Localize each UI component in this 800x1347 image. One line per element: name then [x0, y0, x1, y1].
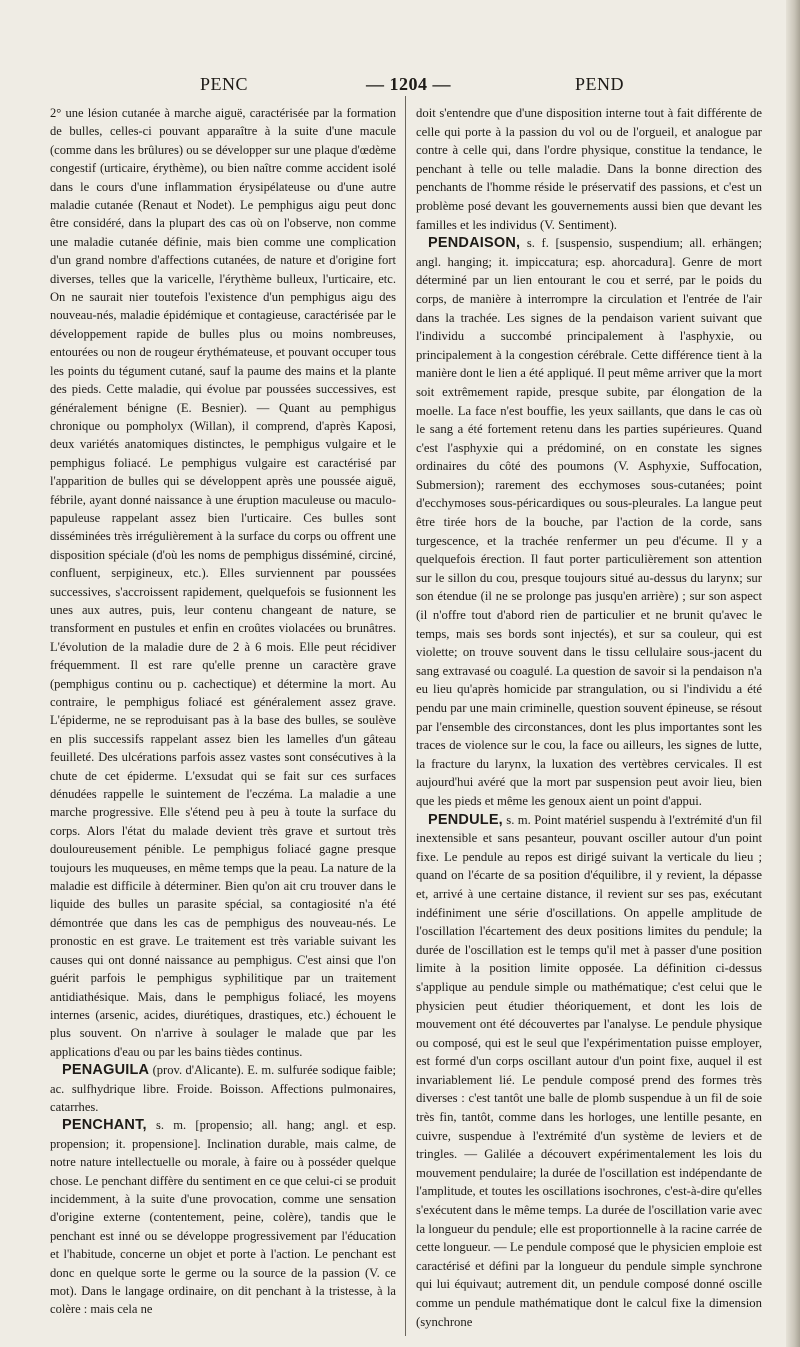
definition-penaguila: (prov. d'Alicante). E. m. sulfurée sodique faible; ac. sulfhydrique libre. Froide. Boisson. Affections pulmonaires, catarrhes.: [50, 1063, 396, 1114]
headword-penchant: PENCHANT,: [62, 1117, 147, 1134]
entry-pendule: [416, 811, 762, 1332]
running-head-left: PENC: [200, 74, 249, 94]
definition-pendaison: s. f. [suspensio, suspendium; all. erhängen; angl. hanging; it. impiccatura; esp. ahorcadura]. Genre de mort déterminé par un lien entourant le cou et serré, par le poids du corps, de manière à interrompre la circulation et l'entrée de l'air dans la trachée. Les signes de la pendaison varient suivant que l'individu a succombé principalement à l'asphyxie, ou principalement à la congestion cérébrale. Cette différence tient à la manière dont le lien a été appliqué. Il peut même arriver que la mort soit extrêmement rapide, presque subite, par élongation de la moelle. La face n'est bouffie, les yeux saillants, que dans le cas où le sang a été fortement retenu dans les parties supérieures. Quand c'est l'asphyxie qui a prédominé, on en constate les signes ordinaires du côté des poumons (V. Asphyxie, Suffocation, Submersion); rarement des ecchymoses sous-cutanées; point d'ecchymoses sous-péricardiques ou sous-pleurales. La langue peut être tirée hors de la bouche, par l'action de la corde, sans turgescence, et la trachée renfermer un peu d'écume. Il y a quelquefois érection. Il faut porter particulièrement son attention sur le sillon du cou, presque toujours situé au-dessus du larynx; sur son étendue (il ne se prolonge pas jusqu'en arrière) ; sur son aspect (il n'offre tout d'abord rien de particulier et ne brunit qu'avec le temps, mais ses bords sont injectés), et sur sa couleur, qui est violette; on trouve souvent dans le tissu cellulaire sous-jacent du sang extravasé ou coagulé. La question de savoir si la pendaison n'a eu lieu qu'après homicide par strangulation, ou si l'individu a été pendu par une main criminelle, question souvent épineuse, se résout par l'ensemble des circonstances, dont les plus importantes sont les traces de violence sur le cou, la face ou ailleurs, les signes de lutte, la fracture du larynx, la luxation des vertèbres cervicales. Il est aujourd'hui avéré que la mort par suspension peut avoir lieu, bien que les pieds et même les genoux aient un point d'appui.: [416, 236, 762, 808]
column-divider: [405, 96, 406, 1336]
headword-penaguila: PENAGUILA: [62, 1062, 150, 1079]
headword-pendaison: PENDAISON,: [428, 235, 521, 252]
running-head-right: PEND: [575, 74, 625, 94]
penchant-continuation: doit s'entendre que d'une disposition interne tout à fait différente de celle qui porte à la passion du vol ou de l'orgueil, et analogue par contre à celle qui, dans l'ordre physique, constitue la tendance, le penchant à telle ou telle maladie. Dans la bonne direction des penchants de l'homme réside le préservatif des passions, et c'est un problème posé devant les gouvernements aussi bien que devant les familles et les individus (V. Sentiment).: [416, 106, 762, 232]
entry-pendaison: [416, 234, 762, 810]
definition-penchant: s. m. [propensio; all. hang; angl. et esp. propension; it. propensione]. Inclination durable, mais calme, de notre nature intellectuelle ou morale, à faire ou à posséder quelque chose. Le penchant diffère du sentiment en ce que celui-ci se produit incidemment, à la suite d'une provocation, comme une sensation d'origine externe (contentement, peine, colère), tandis que le penchant est inné ou se développe progressivement par l'éducation et l'habitude, concerne un objet et porte à l'action. Le penchant est donc en quelque sorte le germe ou la source de la passion (V. ce mot). Dans le langage ordinaire, on dit penchant à la tristesse, à la colère : mais cela ne: [50, 1118, 396, 1317]
book-binding-edge: [786, 0, 800, 1347]
headword-pendule: PENDULE,: [428, 811, 503, 828]
left-column: [50, 104, 396, 1319]
entry-penchant: [50, 1116, 396, 1318]
page-number: — 1204 —: [366, 74, 451, 94]
entry-penaguila: [50, 1061, 396, 1116]
right-column: [416, 104, 762, 1331]
pemphigus-continuation: 2° une lésion cutanée à marche aiguë, caractérisée par la formation de bulles, celles-ci pouvant apparaître à la suite d'une macule (comme dans les brûlures) ou se développer sur une plaque d'œdème congestif (urticaire, érythème), ou bien naître comme accident isolé dans le cours d'une inflammation érysipélateuse ou d'une autre maladie cutanée (Renaut et Nodet). Le pemphigus aigu peut donc être considéré, dans la plupart des cas où on l'observe, non comme une maladie cutanée définie, mais bien comme une complication d'un grand nombre d'affections cutanées, de nature et d'origine fort diverses, telles que la varicelle, l'érythème bulleux, l'urticaire, etc. On ne saurait nier toutefois l'existence d'un pemphigus aigu des nouveau-nés, maladie épidémique et contagieuse, caractérisée par le développement rapide de bulles plus ou moins nombreuses, entourées ou non de rougeur érythémateuse, et pouvant occuper tous les points du tégument cutané, sauf la paume des mains et la plante des pieds. Cette maladie, qui évolue par poussées successives, est généralement bénigne (E. Besnier). — Quant au pemphigus chronique ou pompholyx (Willan), il comprend, d'après Kaposi, deux variétés anatomiques distinctes, le pemphigus vulgaire et le pemphigus foliacé. Le pemphigus vulgaire est caractérisé par l'apparition de bulles qui se développent après une poussée aiguë, fébrile, ayant donné naissance à une éruption maculeuse ou maculo-papuleuse rappelant assez bien l'urticaire. Ces bulles sont disséminées très irrégulièrement à la surface du corps ou offrent une disposition spéciale (d'où les noms de pemphigus disséminé, circiné, confluent, serpigineux, etc.). Elles surviennent par poussées successives, s'accroissent rapidement, quelquefois se fusionnent les unes aux autres, puis, leur contenu changeant de nature, se transforment en pustules et enfin en croûtes violacées ou brunâtres. L'évolution de la maladie dure de 2 à 6 mois. Elle peut récidiver fréquemment. Il est rare qu'elle prenne un caractère grave (pemphigus continu ou p. cachectique) et détermine la mort. Au contraire, le pemphigus foliacé est généralement assez grave. L'épiderme, ne se reproduisant pas à la base des bulles, se soulève en plis successifs rappelant assez bien les lamelles d'un gâteau feuilleté. Des ulcérations parfois assez vastes sont consécutives à la chute de cet épiderme. L'exsudat qui se fait sur ces surfaces dénudées rappelle le suintement de l'eczéma. La maladie a une marche progressive. Elle s'étend peu à peu à toute la surface du corps. Alors l'état du malade devient très grave et surtout très douloureusement pénible. Le pemphigus foliacé gagne presque toujours les muqueuses, en même temps que la peau. La nature de la maladie est difficile à déterminer. Bien qu'on ait cru trouver dans le liquide des bulles un parasite spécial, sa contagiosité n'a été démontrée que dans les cas de pemphigus des nouveau-nés. Le pronostic en est grave. Le traitement est très variable suivant les causes qui ont donné naissance au pemphigus. C'est ainsi que l'on guérit parfois le pemphigus syphilitique par un traitement antidiathésique. Mais, dans le pemphigus foliacé, les moyens internes (arsenic, acides, diurétiques, drastiques, etc.) échouent le plus souvent. On n'arrive à soulager le malade que par les applications d'eau ou par les bains tièdes continus.: [50, 106, 396, 1059]
definition-pendule: s. m. Point matériel suspendu à l'extrémité d'un fil inextensible et sans pesanteur, pouvant osciller autour d'un point fixe. Le pendule au repos est dirigé suivant la verticale du lieu ; quand on l'écarte de sa position d'équilibre, il y revient, la dépasse et, arrivé à une certaine distance, il revient sur ses pas, exécutant indéfiniment une série d'oscillations. On appelle amplitude de l'oscillation l'écartement des deux positions limites du pendule; la durée de l'oscillation est le temps qu'il met à passer d'une position limite à la position limite opposée. La définition ci-dessus s'applique au pendule simple ou mathématique; c'est celui que le physicien peut étudier théoriquement, et dont les lois de mouvement ont été découvertes par l'analyse. Le pendule physique ou composé, qui est le seul que l'expérimentation puisse employer, est formé d'un corps oscillant autour d'un point fixe, auquel il est invariablement lié. Le pendule composé prend des formes très diverses : c'est tantôt une balle de plomb suspendue à un fil de soie très fin, tantôt, comme dans les horloges, une lentille pesante, en cuivre, suspendue à l'extrémité d'un système de leviers et de tringles. — Galilée a découvert expérimentalement les lois du mouvement pendulaire; la durée de l'oscillation est indépendante de l'amplitude, et toutes les oscillations isochrones, c'est-à-dire qu'elles s'exécutent dans le même temps. La durée de l'oscillation varie avec la longueur du pendule; elle est proportionnelle à la racine carrée de cette longueur. — Le pendule composé que le physicien emploie est caractérisé et défini par la longueur du pendule simple synchrone qui lui équivaut; autrement dit, un pendule composé donné oscille comme un pendule mathématique dont le calcul fixe la dimension (synchrone: [416, 812, 762, 1329]
